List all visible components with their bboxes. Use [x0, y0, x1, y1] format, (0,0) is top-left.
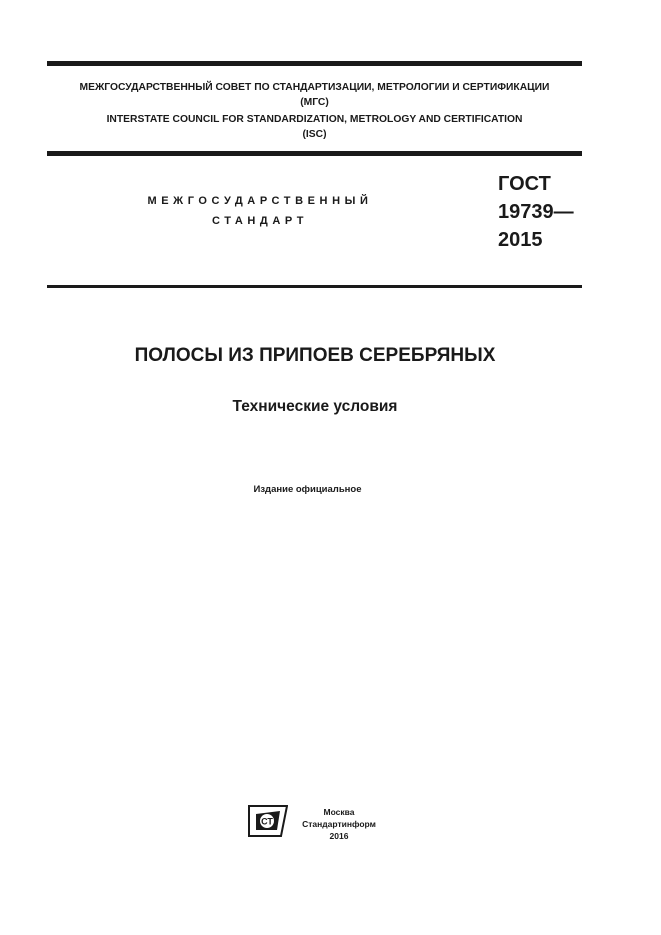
middle-rule [47, 151, 582, 156]
logo-text: СТ [261, 816, 273, 827]
gost-number: 19739— [498, 201, 574, 223]
publisher-year: 2016 [329, 831, 349, 841]
council-name-en-line: INTERSTATE COUNCIL FOR STANDARDIZATION, METROLOGY AND CERTIFICATION [106, 114, 523, 125]
publisher-name: Стандартинформ [302, 819, 376, 829]
gost-prefix: ГОСТ [498, 173, 551, 195]
document-title: ПОЛОСЫ ИЗ ПРИПОЕВ СЕРЕБРЯНЫХ [134, 345, 496, 366]
standartinform-logo-icon [248, 805, 288, 837]
gost-designation [498, 170, 574, 254]
bottom-rule [47, 285, 582, 288]
standard-label [90, 191, 430, 231]
council-name-en [47, 112, 582, 142]
gost-year: 2015 [498, 229, 543, 251]
standard-label-line1: МЕЖГОСУДАРСТВЕННЫЙ [147, 195, 373, 207]
standard-label-line2: СТАНДАРТ [211, 215, 309, 227]
publisher-city: Москва [323, 807, 355, 817]
council-abbr-ru: (МГС) [300, 97, 329, 108]
council-abbr-en: (ISC) [302, 129, 327, 140]
council-name-ru-line: МЕЖГОСУДАРСТВЕННЫЙ СОВЕТ ПО СТАНДАРТИЗАЦИИ, МЕТРОЛОГИИ И СЕРТИФИКАЦИИ [79, 82, 550, 93]
edition-note: Издание официальное [253, 484, 362, 495]
publisher-block [293, 806, 385, 842]
council-name-ru [47, 80, 582, 110]
top-rule [47, 61, 582, 66]
document-subtitle: Технические условия [232, 398, 398, 415]
